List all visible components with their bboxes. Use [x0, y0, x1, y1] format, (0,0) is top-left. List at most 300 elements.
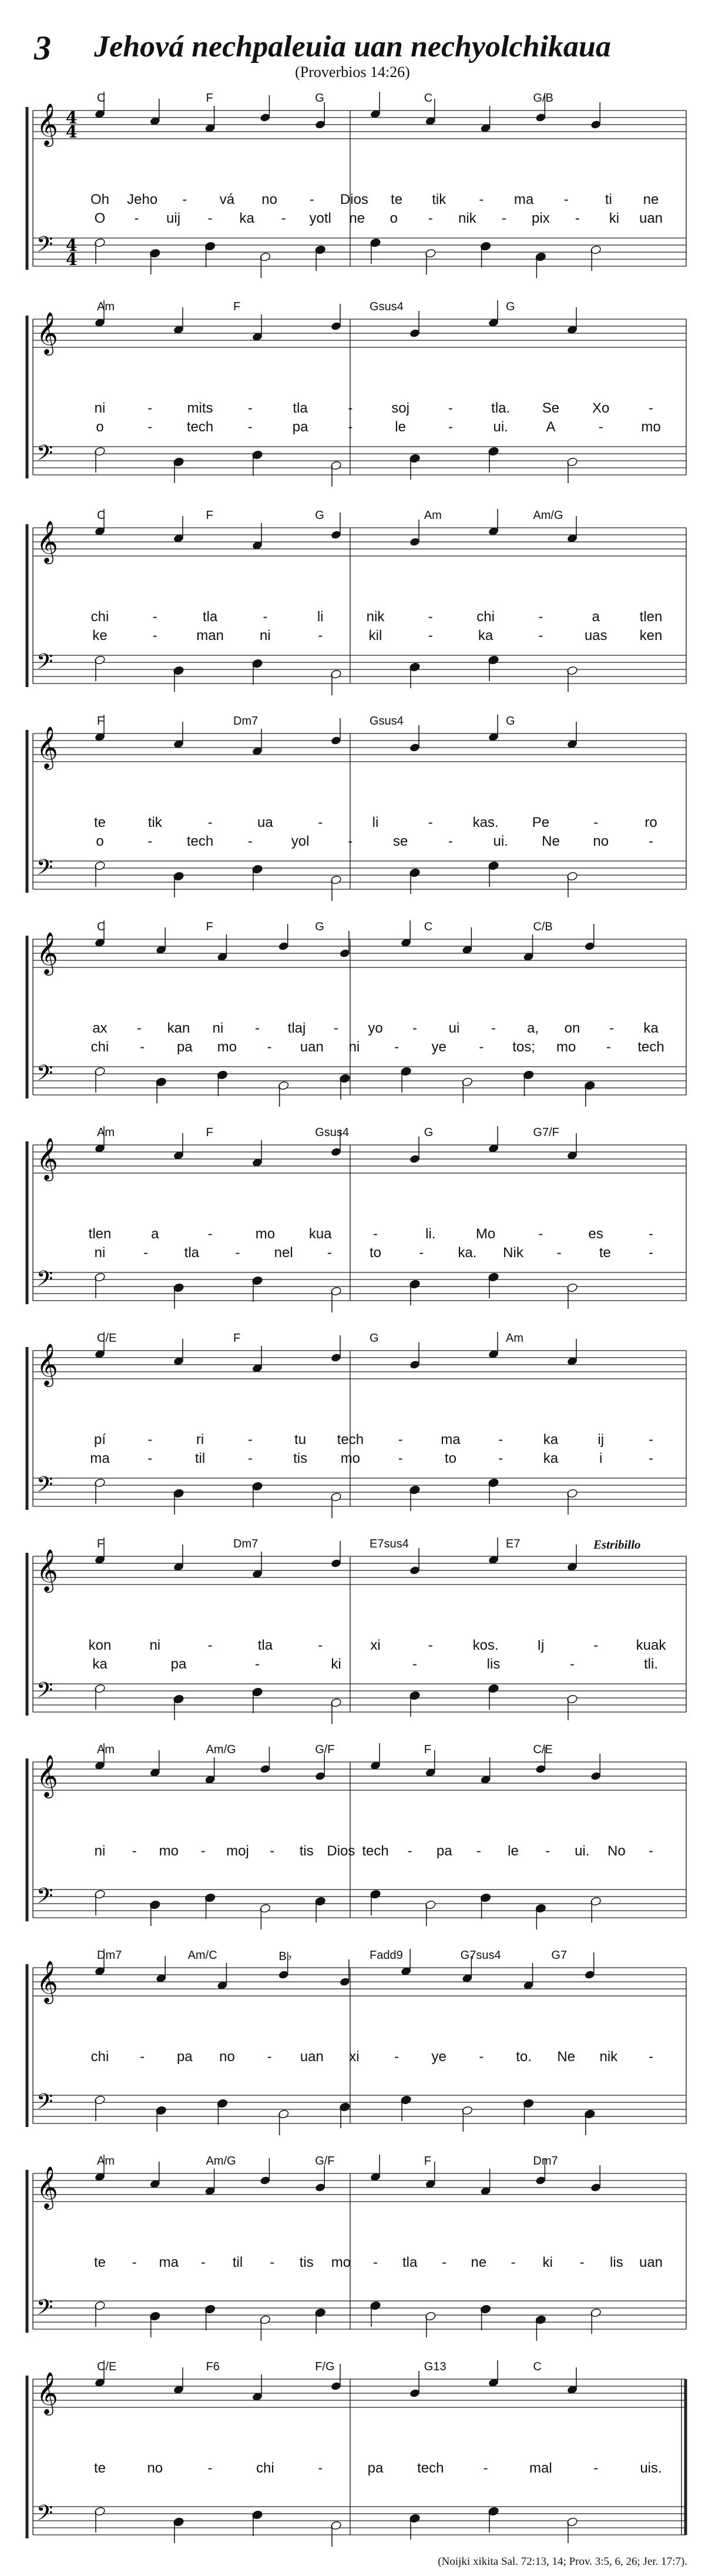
chord-symbol: C	[97, 92, 106, 105]
lyric-hyphen: -	[134, 210, 139, 226]
bass-clef: 𝄢	[36, 2295, 53, 2325]
lyric-hyphen: -	[538, 609, 543, 625]
lyric-hyphen: -	[428, 815, 433, 830]
lyric-syllable: le	[395, 419, 406, 435]
lyric-syllable: ui.	[493, 833, 508, 849]
lyric-syllable: te	[93, 2460, 106, 2476]
lyric-hyphen: -	[556, 1245, 562, 1261]
lyric-syllable: ri	[196, 1432, 204, 1448]
chord-symbol: Gsus4	[315, 1126, 349, 1139]
lyric-hyphen: -	[137, 1020, 142, 1036]
treble-clef: 𝄞	[36, 1342, 58, 1385]
lyric-syllable: ma	[513, 192, 534, 207]
lyric-syllable: Mo	[475, 1226, 496, 1242]
chord-symbol: Dm7	[533, 2155, 558, 2168]
lyric-hyphen: -	[498, 1432, 503, 1448]
lyric-hyphen: -	[247, 419, 253, 435]
lyric-hyphen: -	[207, 1226, 213, 1242]
lyric-syllable: tik	[147, 815, 162, 830]
lyric-syllable: ki	[331, 1656, 341, 1672]
lyric-hyphen: -	[428, 609, 433, 625]
chord-symbol: G13	[424, 2360, 446, 2373]
lyric-syllable: tis	[293, 1451, 308, 1466]
lyric-syllable: ka	[239, 210, 254, 226]
lyric-syllable: ua	[257, 815, 273, 830]
lyric-syllable: tech	[417, 2460, 444, 2476]
lyric-hyphen: -	[267, 1039, 272, 1055]
lyric-syllable: kuak	[636, 1637, 666, 1653]
treble-clef: 𝄞	[36, 1754, 58, 1797]
lyric-hyphen: -	[538, 628, 543, 644]
treble-clef: 𝄞	[36, 1959, 58, 2002]
chord-symbol: G	[506, 300, 515, 313]
lyric-syllable: te	[391, 192, 403, 207]
lyric-syllable: nik	[458, 210, 476, 226]
lyric-hyphen: -	[373, 2255, 378, 2270]
score-system	[0, 1534, 705, 1743]
lyric-hyphen: -	[606, 1039, 611, 1055]
lyric-syllable: moj	[226, 1843, 249, 1859]
lyric-syllable: no	[147, 2460, 163, 2476]
bass-clef: 𝄢	[36, 232, 53, 262]
bass-clef: 𝄢	[36, 1472, 53, 1502]
chord-symbol: G/B	[533, 92, 553, 105]
lyric-syllable: kon	[88, 1637, 112, 1653]
lyric-syllable: uis.	[640, 2460, 662, 2476]
lyric-syllable: o	[96, 419, 104, 435]
lyric-hyphen: -	[348, 400, 353, 416]
chord-symbol: Am/G	[206, 1743, 236, 1756]
chord-symbol: C	[533, 2360, 542, 2373]
chord-symbol: G/F	[315, 1743, 335, 1756]
bass-clef: 𝄢	[36, 1678, 53, 1708]
lyric-hyphen: -	[318, 1637, 323, 1653]
lyric-syllable: Oh	[90, 192, 110, 207]
score-system	[0, 1328, 705, 1537]
lyric-syllable: kos.	[472, 1637, 499, 1653]
lyric-syllable: til	[194, 1451, 206, 1466]
lyric-syllable: ne	[349, 210, 365, 226]
bass-clef: 𝄢	[36, 2501, 53, 2531]
bass-clef: 𝄢	[36, 649, 53, 679]
chord-symbol: C/E	[97, 1332, 117, 1345]
lyric-syllable: Ne	[542, 833, 560, 849]
lyric-syllable: chi	[90, 2049, 109, 2065]
score-system	[0, 917, 705, 1125]
lyric-syllable: kil	[368, 628, 382, 644]
lyric-hyphen: -	[200, 1843, 206, 1859]
lyric-syllable: tla	[293, 400, 308, 416]
lyric-syllable: kas.	[472, 815, 499, 830]
lyric-hyphen: -	[428, 628, 433, 644]
lyric-syllable: mo	[255, 1226, 276, 1242]
lyric-hyphen: -	[267, 2049, 272, 2065]
lyric-hyphen: -	[147, 419, 153, 435]
time-signature-bottom: 4	[66, 122, 78, 142]
chord-symbol: Gsus4	[370, 300, 404, 313]
chord-symbol: E7sus4	[370, 1537, 409, 1550]
chord-symbol: F	[206, 509, 213, 522]
lyric-hyphen: -	[598, 419, 603, 435]
lyric-syllable: lis	[610, 2255, 623, 2270]
score-system	[0, 1740, 705, 1948]
lyric-hyphen: -	[649, 1245, 653, 1261]
chord-symbol: G	[424, 1126, 434, 1139]
chord-symbol: E7	[506, 1537, 521, 1550]
lyric-hyphen: -	[235, 1245, 240, 1261]
lyric-hyphen: -	[398, 1451, 403, 1466]
chord-symbol: C/E	[97, 2360, 117, 2373]
lyric-hyphen: -	[563, 192, 569, 207]
lyric-syllable: ui	[448, 1020, 460, 1036]
lyric-hyphen: -	[327, 1245, 332, 1261]
lyric-syllable: ui.	[575, 1843, 590, 1859]
lyric-syllable: man	[196, 628, 224, 644]
chord-symbol: Am	[424, 509, 442, 522]
lyric-hyphen: -	[419, 1245, 424, 1261]
lyric-hyphen: -	[318, 2460, 323, 2476]
chord-symbol: F	[233, 300, 241, 313]
chord-symbol: G7sus4	[460, 1949, 501, 1962]
lyric-syllable: a,	[526, 1020, 539, 1036]
lyric-syllable: uas	[584, 628, 607, 644]
lyric-hyphen: -	[428, 1637, 433, 1653]
chord-symbol: G	[315, 92, 324, 105]
lyric-syllable: chi	[476, 609, 495, 625]
lyric-syllable: ye	[431, 1039, 446, 1055]
lyric-hyphen: -	[479, 192, 484, 207]
lyric-syllable: Pe	[532, 815, 550, 830]
treble-clef: 𝄞	[36, 1137, 58, 1180]
lyric-syllable: mo	[331, 2255, 351, 2270]
lyric-hyphen: -	[309, 192, 314, 207]
chord-symbol: F	[206, 92, 213, 105]
lyric-hyphen: -	[649, 1432, 653, 1448]
lyric-hyphen: -	[207, 815, 213, 830]
lyric-syllable: yol	[291, 833, 310, 849]
score-system	[0, 711, 705, 920]
lyric-syllable: tis	[299, 2255, 314, 2270]
chord-symbol: Gsus4	[370, 715, 404, 728]
lyric-syllable: o	[390, 210, 398, 226]
score-system	[0, 505, 705, 714]
chord-symbol: Am	[97, 2155, 115, 2168]
chord-symbol: F	[424, 2155, 432, 2168]
chord-symbol: G7/F	[533, 1126, 559, 1139]
lyric-hyphen: -	[498, 1451, 503, 1466]
lyric-syllable: a	[592, 609, 600, 625]
lyric-hyphen: -	[442, 2255, 447, 2270]
lyric-syllable: uan	[639, 2255, 663, 2270]
lyric-syllable: ka	[92, 1656, 108, 1672]
lyric-syllable: ui.	[493, 419, 508, 435]
lyric-hyphen: -	[501, 210, 506, 226]
lyric-hyphen: -	[255, 1020, 260, 1036]
lyric-syllable: li.	[425, 1226, 436, 1242]
lyric-hyphen: -	[394, 2049, 400, 2065]
lyric-syllable: tech	[186, 833, 214, 849]
lyric-hyphen: -	[152, 628, 157, 644]
chord-symbol: G	[370, 1332, 379, 1345]
lyric-hyphen: -	[511, 2255, 516, 2270]
lyric-hyphen: -	[593, 2460, 599, 2476]
chord-symbol: C/E	[533, 1743, 553, 1756]
treble-clef: 𝄞	[36, 931, 58, 974]
footnote: (Noijki xikita Sal. 72:13, 14; Prov. 3:5, 6, 26; Jer. 17:7).	[438, 2555, 687, 2568]
score-system	[0, 2357, 705, 2565]
lyric-syllable: tla	[202, 609, 218, 625]
lyric-hyphen: -	[147, 400, 153, 416]
lyric-syllable: no	[219, 2049, 235, 2065]
time-signature-top: 4	[66, 108, 78, 128]
lyric-hyphen: -	[649, 400, 653, 416]
lyric-syllable: chi	[90, 1039, 109, 1055]
lyric-syllable: pix	[532, 210, 550, 226]
lyric-hyphen: -	[398, 1432, 403, 1448]
lyric-syllable: No	[607, 1843, 626, 1859]
lyric-syllable: tli.	[644, 1656, 658, 1672]
lyric-syllable: Dios	[327, 1843, 355, 1859]
lyric-hyphen: -	[132, 1843, 137, 1859]
lyric-hyphen: -	[270, 1843, 275, 1859]
lyric-syllable: tlen	[639, 609, 663, 625]
lyric-syllable: to.	[516, 2049, 532, 2065]
chord-symbol: C	[424, 92, 433, 105]
lyric-hyphen: -	[593, 1637, 599, 1653]
chord-symbol: F	[206, 1126, 213, 1139]
lyric-syllable: o	[96, 833, 104, 849]
lyric-syllable: te	[93, 2255, 106, 2270]
score-system	[0, 2151, 705, 2360]
lyric-hyphen: -	[491, 1020, 496, 1036]
treble-clef: 𝄞	[36, 2371, 58, 2414]
lyric-syllable: tlaj	[287, 1020, 306, 1036]
lyric-hyphen: -	[545, 1843, 550, 1859]
lyric-syllable: es	[588, 1226, 603, 1242]
lyric-hyphen: -	[247, 833, 253, 849]
lyric-syllable: tla	[257, 1637, 273, 1653]
chord-symbol: Dm7	[97, 1949, 122, 1962]
lyric-hyphen: -	[348, 419, 353, 435]
lyric-hyphen: -	[649, 1226, 653, 1242]
lyric-syllable: tla	[184, 1245, 200, 1261]
lyric-hyphen: -	[593, 815, 599, 830]
chord-symbol: C	[97, 920, 106, 933]
lyric-syllable: tu	[294, 1432, 307, 1448]
time-signature-top: 4	[66, 236, 78, 255]
score-system	[0, 1123, 705, 1331]
lyric-syllable: on	[564, 1020, 580, 1036]
lyric-hyphen: -	[247, 1451, 253, 1466]
lyric-hyphen: -	[318, 815, 323, 830]
chord-symbol: G/F	[315, 2155, 335, 2168]
lyric-syllable: kan	[167, 1020, 190, 1036]
lyric-hyphen: -	[448, 419, 453, 435]
chord-symbol: F	[97, 1537, 105, 1550]
chord-symbol: F/G	[315, 2360, 335, 2373]
chord-symbol: B♭	[278, 1950, 293, 1963]
lyric-syllable: Ij	[537, 1637, 545, 1653]
lyric-hyphen: -	[147, 833, 153, 849]
lyric-hyphen: -	[448, 833, 453, 849]
score-system	[0, 1945, 705, 2154]
lyric-hyphen: -	[649, 2049, 653, 2065]
lyric-syllable: tos;	[512, 1039, 535, 1055]
lyric-hyphen: -	[207, 2460, 213, 2476]
lyric-syllable: ma	[441, 1432, 461, 1448]
chord-symbol: G	[315, 509, 324, 522]
lyric-syllable: no	[261, 192, 277, 207]
lyric-hyphen: -	[649, 1451, 653, 1466]
lyric-syllable: ken	[639, 628, 663, 644]
lyric-syllable: pa	[436, 1843, 452, 1859]
lyric-syllable: tla	[402, 2255, 418, 2270]
lyric-hyphen: -	[609, 1020, 614, 1036]
bass-clef: 𝄢	[36, 855, 53, 885]
chord-symbol: F	[206, 920, 213, 933]
lyric-hyphen: -	[412, 1020, 417, 1036]
lyric-syllable: tik	[432, 192, 446, 207]
lyric-syllable: ke	[92, 628, 108, 644]
chord-symbol: G7	[551, 1949, 568, 1962]
song-header	[0, 0, 705, 81]
lyric-syllable: ye	[431, 2049, 446, 2065]
lyric-syllable: A	[546, 419, 556, 435]
lyric-syllable: vá	[219, 192, 235, 207]
chord-symbol: C	[424, 920, 433, 933]
lyric-hyphen: -	[200, 2255, 206, 2270]
song-number: 3	[34, 29, 51, 67]
lyric-syllable: mo	[159, 1843, 179, 1859]
lyric-syllable: tla.	[491, 400, 511, 416]
lyric-syllable: xi	[349, 2049, 360, 2065]
lyric-hyphen: -	[318, 628, 323, 644]
lyric-syllable: nik	[599, 2049, 618, 2065]
lyric-hyphen: -	[428, 210, 433, 226]
lyric-hyphen: -	[538, 1226, 543, 1242]
lyric-syllable: ij	[597, 1432, 605, 1448]
lyric-hyphen: -	[207, 210, 213, 226]
lyric-syllable: O	[94, 210, 106, 226]
lyric-hyphen: -	[182, 192, 187, 207]
lyric-syllable: yotl	[309, 210, 331, 226]
lyric-syllable: Ne	[557, 2049, 576, 2065]
chord-symbol: Am	[97, 1126, 115, 1139]
lyric-syllable: ti	[605, 192, 612, 207]
lyric-hyphen: -	[348, 833, 353, 849]
chord-symbol: Am/G	[206, 2155, 236, 2168]
score-system	[0, 88, 705, 297]
chord-symbol: Dm7	[233, 1537, 258, 1550]
lyric-hyphen: -	[575, 210, 580, 226]
treble-clef: 𝄞	[36, 311, 58, 354]
lyric-syllable: pa	[176, 1039, 193, 1055]
bass-clef: 𝄢	[36, 1267, 53, 1297]
lyric-syllable: ka.	[458, 1245, 477, 1261]
lyric-hyphen: -	[649, 833, 653, 849]
lyric-hyphen: -	[412, 1656, 417, 1672]
lyric-syllable: mal	[529, 2460, 552, 2476]
lyric-syllable: to	[369, 1245, 382, 1261]
lyric-syllable: Jeho	[127, 192, 158, 207]
lyric-syllable: Nik	[503, 1245, 523, 1261]
lyric-hyphen: -	[255, 1656, 260, 1672]
lyric-hyphen: -	[448, 400, 453, 416]
lyric-hyphen: -	[140, 1039, 145, 1055]
lyric-syllable: pí	[93, 1432, 106, 1448]
score-system	[0, 297, 705, 505]
lyric-hyphen: -	[476, 1843, 481, 1859]
treble-clef: 𝄞	[36, 520, 58, 562]
lyric-syllable: mo	[217, 1039, 237, 1055]
lyric-syllable: i	[599, 1451, 603, 1466]
lyric-syllable: ni	[94, 400, 106, 416]
chord-symbol: Am	[97, 1743, 115, 1756]
lyric-hyphen: -	[570, 1656, 575, 1672]
lyric-syllable: yo	[368, 1020, 383, 1036]
lyric-syllable: ma	[159, 2255, 179, 2270]
lyric-syllable: lis	[486, 1656, 501, 1672]
lyric-syllable: ki	[609, 210, 620, 226]
treble-clef: 𝄞	[36, 2165, 58, 2208]
lyric-syllable: mo	[556, 1039, 576, 1055]
lyric-syllable: pa	[176, 2049, 193, 2065]
lyric-syllable: pa	[367, 2460, 384, 2476]
lyric-hyphen: -	[247, 1432, 253, 1448]
lyric-syllable: ki	[542, 2255, 553, 2270]
lyric-hyphen: -	[147, 1432, 153, 1448]
lyric-syllable: se	[392, 833, 408, 849]
lyric-syllable: tech	[362, 1843, 389, 1859]
lyric-syllable: uij	[166, 210, 181, 226]
section-label: Estribillo	[593, 1537, 641, 1552]
lyric-syllable: te	[599, 1245, 611, 1261]
chord-symbol: F6	[206, 2360, 220, 2373]
lyric-syllable: no	[593, 833, 609, 849]
lyric-syllable: chi	[90, 609, 109, 625]
lyric-hyphen: -	[247, 400, 253, 416]
lyric-syllable: ni	[212, 1020, 224, 1036]
lyric-hyphen: -	[281, 210, 286, 226]
lyric-syllable: to	[444, 1451, 456, 1466]
lyric-syllable: a	[151, 1226, 159, 1242]
lyric-hyphen: -	[132, 2255, 137, 2270]
lyric-syllable: li	[317, 609, 324, 625]
bass-clef: 𝄢	[36, 1884, 53, 1914]
chord-symbol: Am	[506, 1332, 523, 1345]
chord-symbol: Fadd9	[370, 1949, 403, 1962]
lyric-syllable: tech	[637, 1039, 664, 1055]
lyric-syllable: ne	[471, 2255, 487, 2270]
song-title: Jehová nechpaleuia uan nechyolchikaua	[94, 30, 611, 63]
lyric-syllable: mits	[187, 400, 213, 416]
chord-symbol: Dm7	[233, 715, 258, 728]
lyric-hyphen: -	[270, 2255, 275, 2270]
lyric-syllable: nel	[274, 1245, 293, 1261]
lyric-syllable: ni	[94, 1245, 106, 1261]
lyric-syllable: mo	[641, 419, 661, 435]
lyric-hyphen: -	[373, 1226, 378, 1242]
lyric-syllable: Se	[542, 400, 560, 416]
chord-symbol: F	[233, 1332, 241, 1345]
lyric-hyphen: -	[334, 1020, 338, 1036]
lyric-syllable: Dios	[340, 192, 368, 207]
chord-symbol: Am	[97, 300, 115, 313]
lyric-syllable: uan	[300, 1039, 324, 1055]
lyric-syllable: ka	[543, 1432, 559, 1448]
lyric-syllable: til	[232, 2255, 243, 2270]
lyric-syllable: te	[93, 815, 106, 830]
